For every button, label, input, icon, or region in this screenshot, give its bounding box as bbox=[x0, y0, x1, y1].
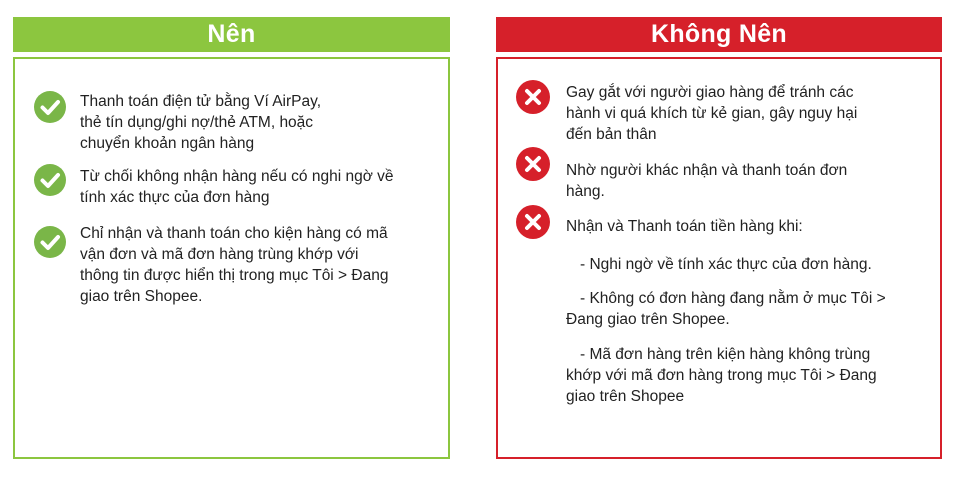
dont-item-3: Nhận và Thanh toán tiền hàng khi: bbox=[566, 218, 803, 235]
do-item-1: Thanh toán điện tử bằng Ví AirPay, thẻ tín dụng/ghi nợ/thẻ ATM, hoặc chuyển khoản ngân hàng bbox=[80, 93, 322, 152]
x-icon bbox=[516, 147, 550, 181]
x-icon bbox=[516, 80, 550, 114]
do-item-2: Từ chối không nhận hàng nếu có nghi ngờ về tính xác thực của đơn hàng bbox=[80, 168, 394, 206]
dont-item-1: Gay gắt với người giao hàng để tránh các hành vi quá khích từ kẻ gian, gây nguy hại đến bản thân bbox=[566, 84, 858, 143]
check-icon bbox=[34, 226, 66, 258]
dont-subitem-2: - Không có đơn hàng đang nằm ở mục Tôi > Đang giao trên Shopee. bbox=[566, 290, 886, 328]
do-header: Nên bbox=[13, 17, 450, 52]
check-icon bbox=[34, 91, 66, 123]
dont-subitem-3: - Mã đơn hàng trên kiện hàng không trùng khớp với mã đơn hàng trong mục Tôi > Đang giao trên Shopee bbox=[566, 346, 877, 405]
dont-item-2: Nhờ người khác nhận và thanh toán đơn hàng. bbox=[566, 162, 848, 200]
check-icon bbox=[34, 164, 66, 196]
x-icon bbox=[516, 205, 550, 239]
dont-subitem-1: - Nghi ngờ về tính xác thực của đơn hàng. bbox=[580, 256, 872, 273]
do-item-3: Chỉ nhận và thanh toán cho kiện hàng có mã vận đơn và mã đơn hàng trùng khớp với thông tin được hiển thị trong mục Tôi > Đang giao trên Shopee. bbox=[80, 225, 389, 305]
dont-header: Không Nên bbox=[496, 17, 942, 52]
